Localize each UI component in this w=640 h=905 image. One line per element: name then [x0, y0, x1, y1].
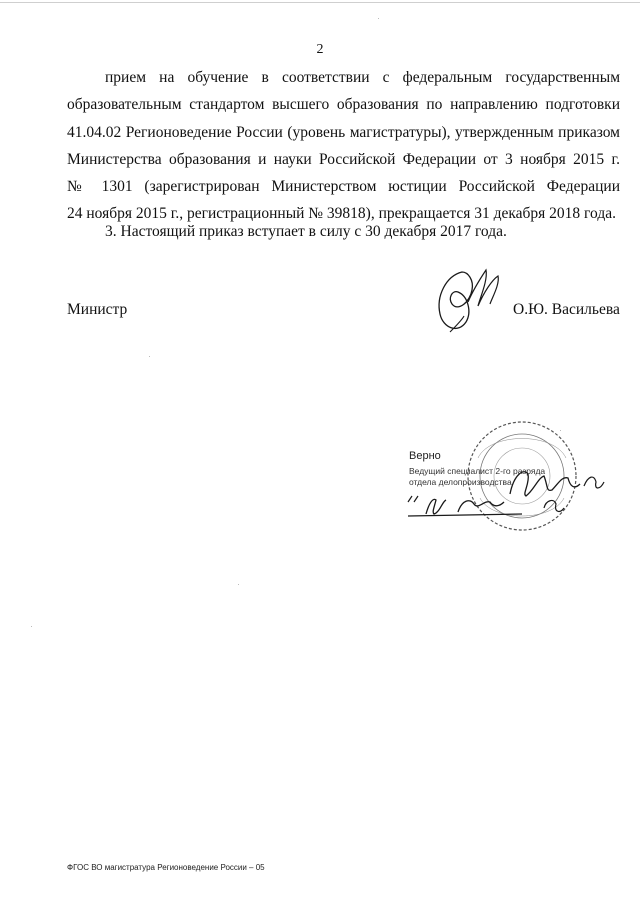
- paragraph-line: образовательным стандартом высшего образования по направлению подготовки: [67, 96, 620, 114]
- paragraph-3: 3. Настоящий приказ вступает в силу с 30 декабря 2017 года.: [105, 223, 507, 240]
- page-top-edge: [0, 2, 640, 3]
- paragraph-line: № 1301 (зарегистрирован Министерством юстиции Российской Федерации: [67, 178, 620, 196]
- certification-stamp-block: [400, 418, 620, 538]
- paragraph-line: 41.04.02 Регионоведение России (уровень магистратуры), утвержденным приказом: [67, 123, 620, 141]
- paragraph-line: Министерства образования и науки Российской Федерации от 3 ноября 2015 г.: [67, 150, 620, 168]
- minister-signature: [428, 262, 508, 347]
- paragraph-2-continuation: [67, 64, 620, 228]
- paragraph-line: прием на обучение в соответствии с федеральным государственным: [105, 69, 620, 86]
- certifier-department: отдела делопроизводства: [409, 477, 512, 487]
- certifier-position: Ведущий специалист 2-го разряда: [409, 466, 546, 476]
- signatory-title: Министр: [67, 301, 128, 318]
- page-number: 2: [316, 42, 324, 57]
- certification-verno: Верно: [409, 450, 441, 462]
- document-footer: ФГОС ВО магистратура Регионоведение России – 05: [67, 863, 265, 872]
- certifier-signature: [504, 464, 614, 504]
- paragraph-line: 24 ноября 2015 г., регистрационный № 39818), прекращается 31 декабря 2018 года.: [67, 205, 616, 223]
- signatory-name: О.Ю. Васильева: [513, 301, 620, 318]
